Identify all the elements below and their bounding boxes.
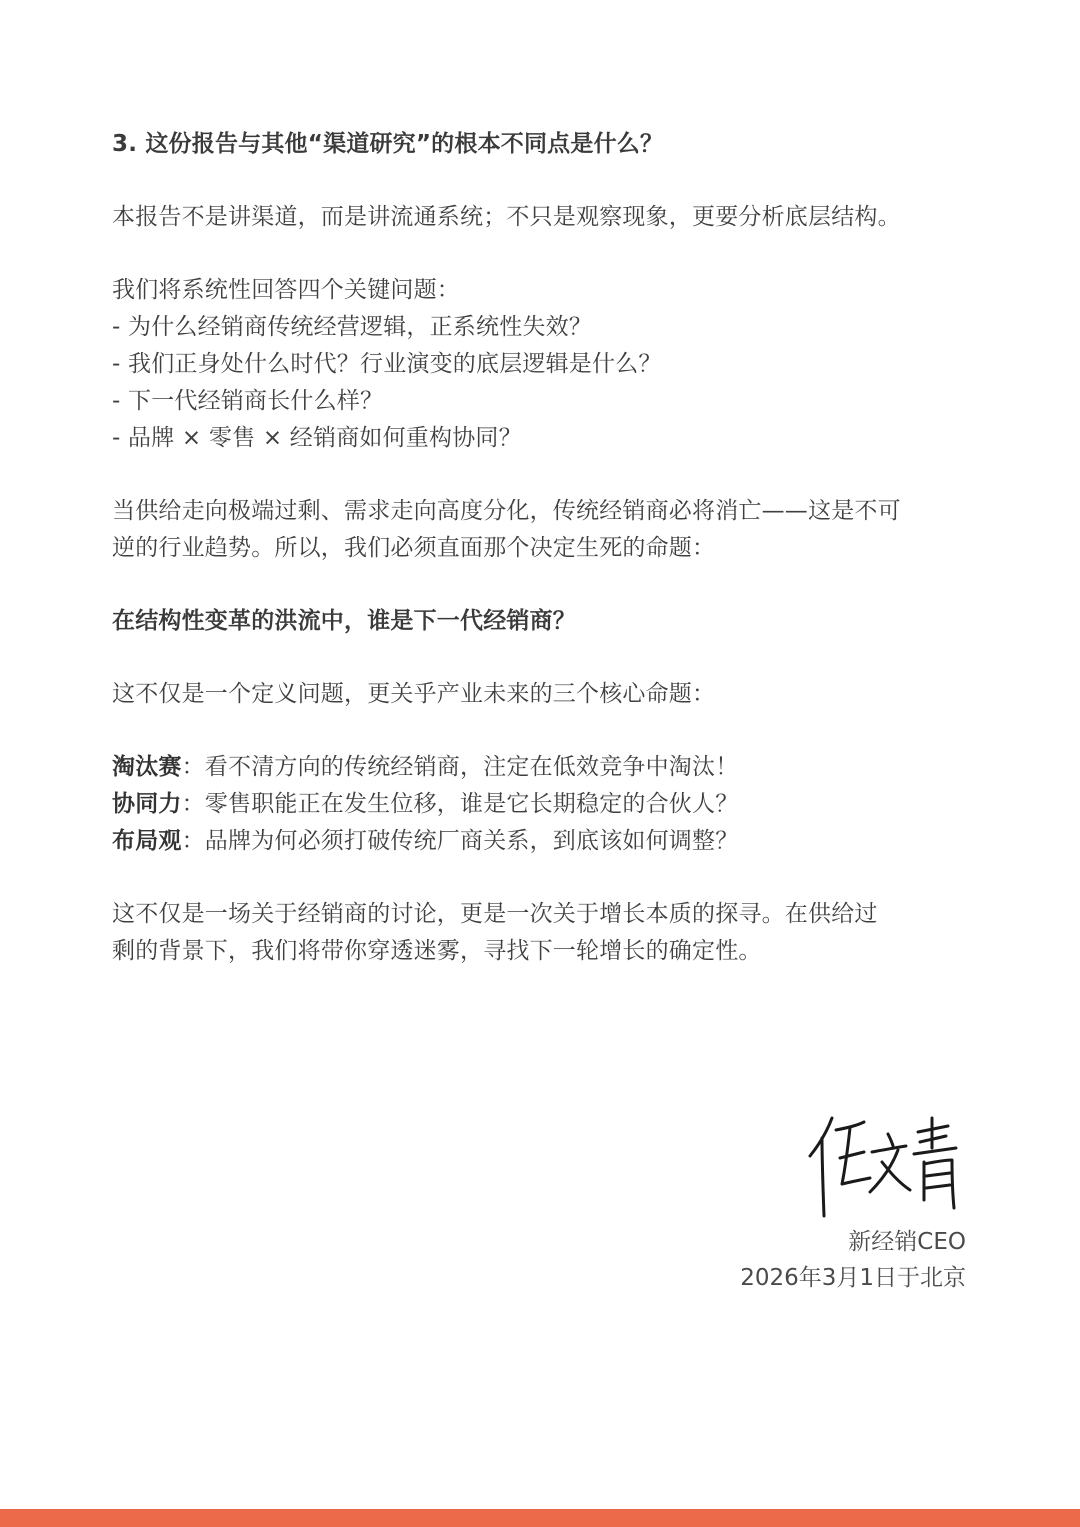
- proposition-term: 淘汰赛: [112, 754, 182, 780]
- sign-date-place: 2026年3月1日于北京: [740, 1265, 966, 1291]
- footer-accent-bar: [0, 1509, 1080, 1527]
- section-heading: 3. 这份报告与其他“渠道研究”的根本不同点是什么？: [112, 131, 664, 157]
- question-item: - 品牌 × 零售 × 经销商如何重构协同？: [112, 425, 522, 451]
- proposition-text: ：看不清方向的传统经销商，注定在低效竞争中淘汰！: [181, 754, 739, 780]
- question-item: - 下一代经销商长什么样？: [112, 388, 384, 414]
- proposition-item: [112, 823, 972, 860]
- proposition-text: ：品牌为何必须打破传统厂商关系，到底该如何调整？: [181, 828, 739, 854]
- key-question: 在结构性变革的洪流中，谁是下一代经销商？: [112, 608, 576, 634]
- question-item: - 为什么经销商传统经营逻辑，正系统性失效？: [112, 314, 593, 340]
- proposition-item: [112, 786, 972, 823]
- proposition-term: 布局观: [112, 828, 182, 854]
- questions-lead: 我们将系统性回答四个关键问题：: [112, 277, 460, 303]
- trend-paragraph-line: 当供给走向极端过剩、需求走向高度分化，传统经销商必将消亡——这是不可: [112, 498, 901, 524]
- proposition-text: ：零售职能正在发生位移，谁是它长期稳定的合伙人？: [181, 791, 739, 817]
- proposition-term: 协同力: [112, 791, 182, 817]
- proposition-item: [112, 749, 972, 786]
- closing-paragraph-line: 剩的背景下，我们将带你穿透迷雾，寻找下一轮增长的确定性。: [112, 938, 762, 964]
- signer-title: 新经销CEO: [848, 1229, 966, 1255]
- closing-paragraph-line: 这不仅是一场关于经销商的讨论，更是一次关于增长本质的探寻。在供给过: [112, 901, 878, 927]
- handwritten-signature: [806, 1112, 966, 1224]
- question-item: - 我们正身处什么时代？行业演变的底层逻辑是什么？: [112, 351, 662, 377]
- signature-block: [666, 1112, 966, 1296]
- trend-paragraph-line: 逆的行业趋势。所以，我们必须直面那个决定生死的命题：: [112, 535, 716, 561]
- core-lead: 这不仅是一个定义问题，更关乎产业未来的三个核心命题：: [112, 681, 716, 707]
- document-body: [112, 126, 972, 970]
- intro-paragraph: 本报告不是讲渠道，而是讲流通系统；不只是观察现象，更要分析底层结构。: [112, 204, 901, 230]
